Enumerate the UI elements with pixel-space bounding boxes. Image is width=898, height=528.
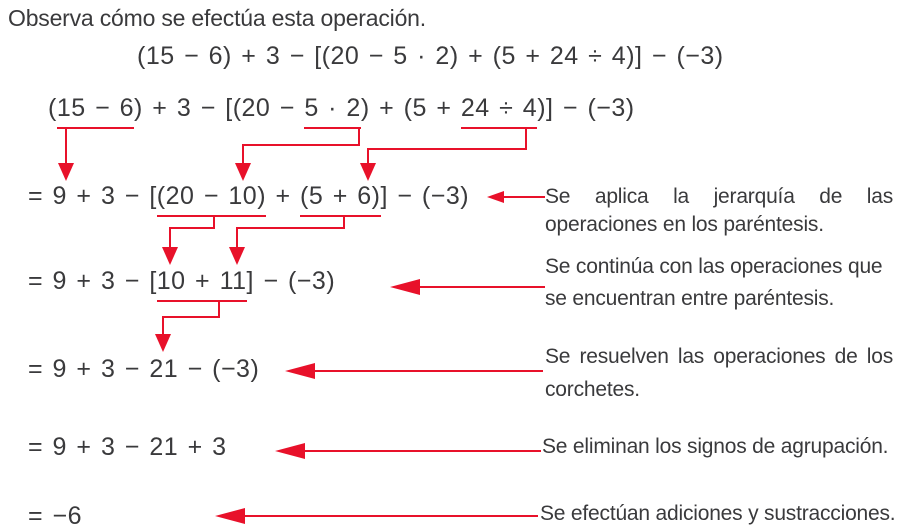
connector-line xyxy=(242,144,360,146)
expr-segment: ) + 3 − [(20 − xyxy=(134,94,305,122)
left-arrow-icon xyxy=(285,363,315,379)
expression-original-text: (15 − 6) + 3 − [(20 − 5 · 2) + (5 + 24 ÷ 4)] − (−3) xyxy=(137,42,724,70)
expression-original xyxy=(137,41,724,71)
expr-segment: ] − (−3) xyxy=(380,182,470,210)
note-line: operaciones en los paréntesis. xyxy=(545,213,824,236)
connector-line xyxy=(367,148,527,150)
connector-line xyxy=(242,144,244,163)
left-arrow-icon xyxy=(390,279,420,295)
connector-line xyxy=(236,227,345,229)
expr-segment: = 9 + 3 − [ xyxy=(28,267,157,295)
note-line: se encuentran entre paréntesis. xyxy=(545,287,835,310)
connector-line xyxy=(162,316,220,318)
underline-15-minus-6: 15 − 6 xyxy=(57,94,134,129)
expression-underlined xyxy=(48,93,635,123)
underline-20-minus-10: (20 − 10) xyxy=(157,182,266,217)
connector-line xyxy=(525,128,527,150)
down-arrow-icon xyxy=(58,163,74,181)
down-arrow-icon xyxy=(155,334,171,352)
step-5-expression xyxy=(28,501,82,528)
arrow-line xyxy=(313,370,543,372)
expr-segment: = 9 + 3 − 21 + 3 xyxy=(28,433,227,461)
left-arrow-icon xyxy=(275,443,305,459)
down-arrow-icon xyxy=(162,247,178,265)
connector-line xyxy=(169,227,215,229)
step-1-expression xyxy=(28,181,469,211)
note-step-1 xyxy=(545,183,893,239)
step-2-expression xyxy=(28,266,335,296)
expr-segment: ] − (−3) xyxy=(246,267,336,295)
underline-5-times-2: 5 · 2 xyxy=(304,94,361,129)
connector-line xyxy=(65,128,67,163)
expr-segment: = 9 + 3 − 21 − (−3) xyxy=(28,355,260,383)
down-arrow-icon xyxy=(360,163,376,181)
arrow-line xyxy=(243,515,538,517)
connector-line xyxy=(169,227,171,247)
note-step-2 xyxy=(545,251,895,315)
down-arrow-icon xyxy=(229,247,245,265)
left-arrow-icon xyxy=(215,508,245,524)
note-step-3 xyxy=(545,340,893,406)
arrow-line xyxy=(418,286,545,288)
expr-segment: )] − (−3) xyxy=(537,94,635,122)
arrow-line xyxy=(502,196,545,198)
expr-segment: = −6 xyxy=(28,502,83,528)
expr-segment: ( xyxy=(48,94,57,122)
note-line: Se resuelven las operaciones de los xyxy=(545,345,893,368)
arrow-line xyxy=(303,450,541,452)
note-line: Se efectúan adiciones y sustracciones. xyxy=(540,502,896,525)
expr-segment: ) + (5 + xyxy=(360,94,461,122)
step-3-expression xyxy=(28,354,259,384)
page-title: Observa cómo se efectúa esta operación. xyxy=(8,5,426,31)
expr-segment: + xyxy=(266,182,301,210)
underline-24-div-4: 24 ÷ 4 xyxy=(461,94,537,129)
connector-line xyxy=(367,148,369,163)
underline-5-plus-6: (5 + 6) xyxy=(300,182,380,217)
note-line: corchetes. xyxy=(545,378,640,401)
down-arrow-icon xyxy=(235,163,251,181)
note-line: Se eliminan los signos de agrupación. xyxy=(542,435,889,458)
note-line: Se aplica la jerarquía de las xyxy=(545,185,893,208)
connector-line xyxy=(162,316,164,334)
connector-line xyxy=(236,227,238,247)
step-4-expression xyxy=(28,432,227,462)
note-step-5 xyxy=(540,501,895,527)
note-step-4 xyxy=(542,434,888,460)
note-line: Se continúa con las operaciones que xyxy=(545,255,883,278)
expr-segment: = 9 + 3 − [ xyxy=(28,182,157,210)
underline-10-plus-11: 10 + 11 xyxy=(157,267,247,302)
